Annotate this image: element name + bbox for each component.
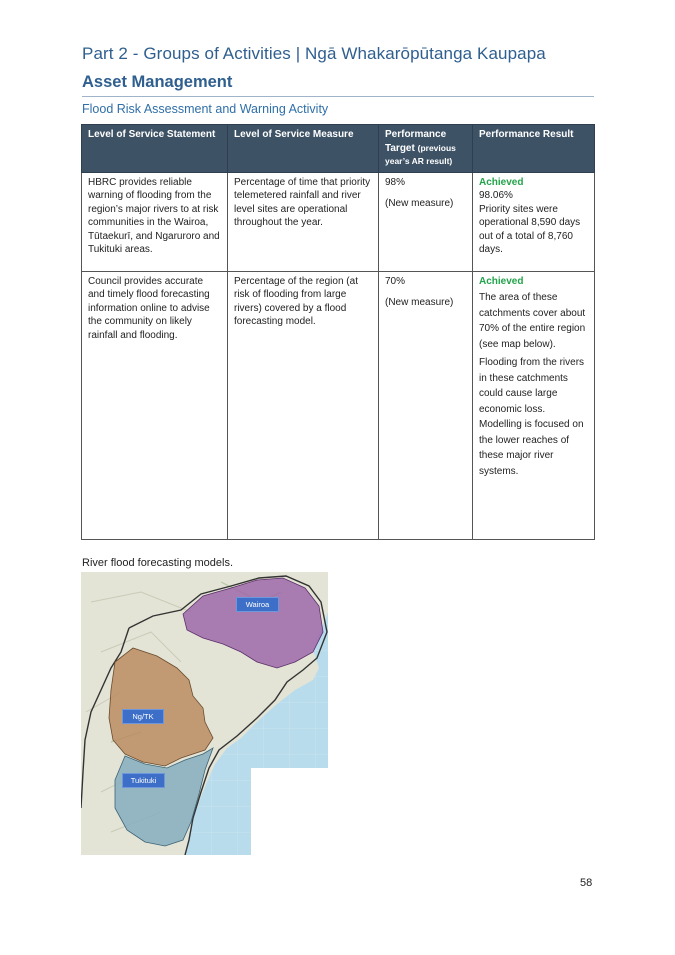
map-label-wairoa: Wairoa xyxy=(236,597,279,612)
row1-result-text: Priority sites were operational 8,590 days out of a total of 8,760 days. xyxy=(479,203,581,255)
table-header-row xyxy=(82,125,595,173)
header-result: Performance Result xyxy=(473,125,595,173)
map-inset-blank xyxy=(251,768,328,855)
activity-subtitle: Flood Risk Assessment and Warning Activity xyxy=(82,102,329,116)
row2-target: 70% xyxy=(385,275,406,287)
header-statement: Level of Service Statement xyxy=(82,125,228,173)
row2-target-cell xyxy=(379,271,473,539)
map-caption: River flood forecasting models. xyxy=(82,557,234,569)
row1-target-cell xyxy=(379,172,473,271)
map-graphic xyxy=(81,572,328,855)
table-row xyxy=(82,271,595,539)
header-measure: Level of Service Measure xyxy=(228,125,379,173)
row1-result-cell xyxy=(473,172,595,271)
header-target xyxy=(379,125,473,173)
row1-statement: HBRC provides reliable warning of flooding from the region’s major rivers to at risk communities in the Wairoa, Tūtaekurī, and Ngaruroro and Tukituki areas. xyxy=(82,172,228,271)
page-number: 58 xyxy=(580,877,593,889)
section-title: Asset Management xyxy=(82,73,233,91)
row1-result-status: Achieved xyxy=(479,176,524,188)
row1-measure: Percentage of time that priority telemetered rainfall and river level sites are operational throughout the year. xyxy=(228,172,379,271)
part-title: Part 2 - Groups of Activities | Ngā Whakarōpūtanga Kaupapa xyxy=(82,44,546,63)
row2-statement: Council provides accurate and timely flood forecasting information online to advise the community on likely rainfall and flooding. xyxy=(82,271,228,539)
row2-result-status: Achieved xyxy=(479,275,524,287)
row1-target-note: (New measure) xyxy=(385,198,454,209)
header-target-label: Performance Target xyxy=(385,129,447,154)
row1-result-value: 98.06% xyxy=(479,190,513,201)
map-label-tukituki: Tukituki xyxy=(122,773,165,788)
row2-target-note: (New measure) xyxy=(385,297,454,308)
row2-result-paragraph-1: The area of these catchments cover about 70% of the entire region (see map below). xyxy=(479,292,586,350)
row1-target: 98% xyxy=(385,176,406,188)
level-of-service-table xyxy=(81,124,595,540)
flood-model-map xyxy=(81,572,328,855)
row2-result-paragraph-2: Flooding from the rivers in these catchments could cause large economic loss. Modelling is focused on the lower reaches of these major river systems. xyxy=(479,357,585,477)
row2-result-cell xyxy=(473,271,595,539)
table-row xyxy=(82,172,595,271)
title-divider xyxy=(82,96,594,97)
row2-measure: Percentage of the region (at risk of flooding from large rivers) covered by a flood forecasting model. xyxy=(228,271,379,539)
map-label-ngtk: Ng/TK xyxy=(122,709,164,724)
header-target-note: (previous year’s AR result) xyxy=(385,142,456,166)
